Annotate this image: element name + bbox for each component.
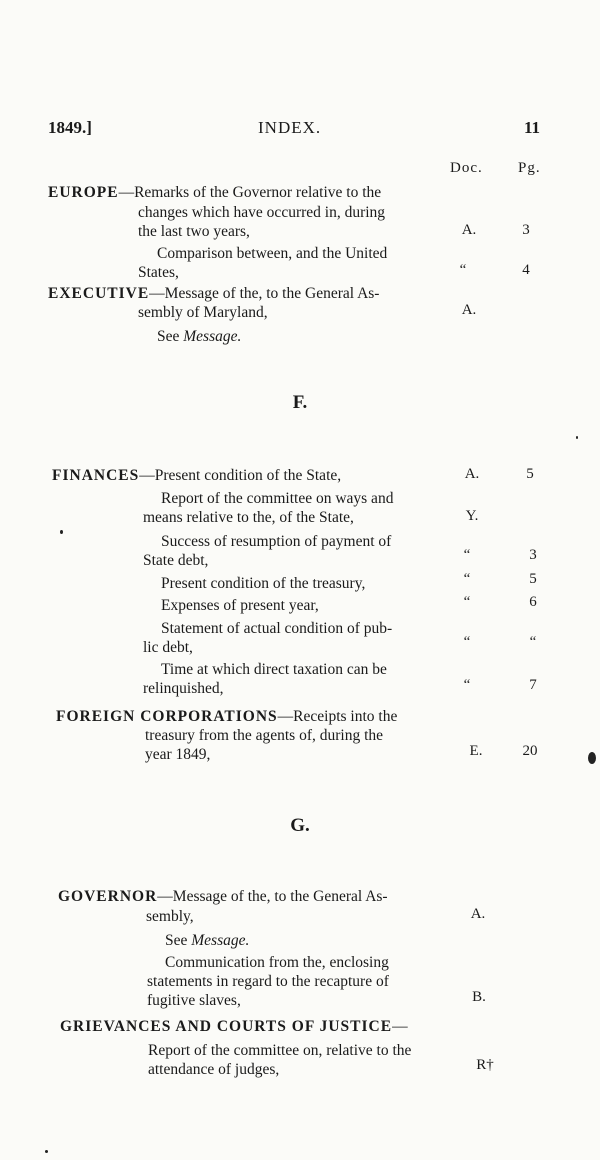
ink-speck (576, 436, 578, 439)
entry-line: statements in regard to the recapture of (147, 973, 389, 990)
doc-reference: R† (476, 1057, 494, 1073)
entry-first-line (56, 707, 397, 727)
doc-reference: “ (463, 677, 471, 693)
section-letter-g: G. (290, 815, 310, 836)
entry-text: — (392, 1018, 408, 1035)
page-reference: 5 (529, 571, 537, 587)
cross-reference (157, 327, 241, 347)
doc-reference: Y. (465, 508, 479, 524)
doc-reference: A. (461, 222, 477, 238)
entry-text: —Message of the, to the General As- (149, 285, 380, 302)
entry-line: means relative to the, of the State, (143, 509, 354, 526)
entry-heading: GOVERNOR (58, 888, 158, 905)
entry-line: Statement of actual condition of pub- (161, 620, 393, 637)
entry-line: Report of the committee on, relative to the (148, 1042, 412, 1059)
entry-line: relinquished, (143, 680, 224, 697)
doc-reference: “ (463, 571, 471, 587)
page-reference: “ (529, 634, 537, 650)
entry-first-line (48, 284, 379, 304)
page-reference: 3 (522, 222, 530, 238)
entry-first-line (58, 887, 388, 907)
doc-reference: E. (469, 743, 483, 759)
running-head-page-number: 11 (523, 118, 540, 137)
see-target: Message. (191, 932, 250, 949)
entry-heading: EUROPE (48, 184, 119, 201)
doc-reference: “ (463, 594, 471, 610)
entry-heading: FINANCES (52, 467, 140, 484)
entry-line: Present condition of the treasury, (161, 575, 366, 592)
running-head-title: INDEX. (258, 118, 322, 137)
entry-line: the last two years, (138, 223, 250, 240)
entry-first-line (52, 466, 341, 486)
doc-column-header: Doc. (450, 160, 483, 176)
entry-first-line (48, 183, 381, 203)
page-reference: 20 (522, 743, 538, 759)
entry-text: —Receipts into the (277, 708, 398, 725)
doc-reference: “ (463, 547, 471, 563)
entry-line: fugitive slaves, (147, 992, 241, 1009)
entry-text: —Present condition of the State, (139, 467, 342, 484)
cross-reference (165, 931, 249, 951)
page-reference: 3 (529, 547, 537, 563)
entry-line: year 1849, (145, 746, 211, 763)
ink-speck (60, 530, 63, 534)
doc-reference: A. (461, 302, 477, 318)
see-target: Message. (183, 328, 242, 345)
see-label: See (165, 932, 192, 949)
page-reference: 6 (529, 594, 537, 610)
entry-heading: FOREIGN CORPORATIONS (56, 708, 278, 725)
entry-line: attendance of judges, (148, 1061, 280, 1078)
page-reference: 4 (522, 262, 530, 278)
running-head-year: 1849.] (48, 118, 92, 137)
page-reference: 5 (526, 466, 534, 482)
entry-line: Communication from the, enclosing (165, 954, 389, 971)
entry-line: Comparison between, and the United (157, 245, 388, 262)
see-label: See (157, 328, 184, 345)
entry-first-line (60, 1017, 408, 1037)
entry-line: lic debt, (143, 639, 193, 656)
doc-reference: “ (463, 634, 471, 650)
entry-heading: EXECUTIVE (48, 285, 150, 302)
entry-line: States, (138, 264, 179, 281)
entry-text: —Message of the, to the General As- (157, 888, 388, 905)
entry-line: Expenses of present year, (161, 597, 319, 614)
doc-reference: A. (470, 906, 486, 922)
entry-line: sembly, (146, 908, 194, 925)
entry-line: changes which have occurred in, during (138, 204, 386, 221)
doc-reference: A. (464, 466, 480, 482)
page-reference: 7 (529, 677, 537, 693)
page-column-header: Pg. (518, 160, 541, 176)
doc-reference: “ (459, 262, 467, 278)
entry-line: Time at which direct taxation can be (161, 661, 387, 678)
ink-blot (588, 752, 596, 764)
doc-reference: B. (472, 989, 486, 1005)
entry-line: sembly of Maryland, (138, 304, 268, 321)
entry-line: Success of resumption of payment of (161, 533, 392, 550)
entry-heading: GRIEVANCES AND COURTS OF JUSTICE (60, 1018, 393, 1035)
running-head (48, 118, 540, 142)
entry-line: Report of the committee on ways and (161, 490, 394, 507)
entry-line: State debt, (143, 552, 209, 569)
entry-line: treasury from the agents of, during the (145, 727, 384, 744)
ink-speck (45, 1150, 48, 1153)
entry-text: —Remarks of the Governor relative to the (118, 184, 382, 201)
section-letter-f: F. (292, 392, 308, 413)
